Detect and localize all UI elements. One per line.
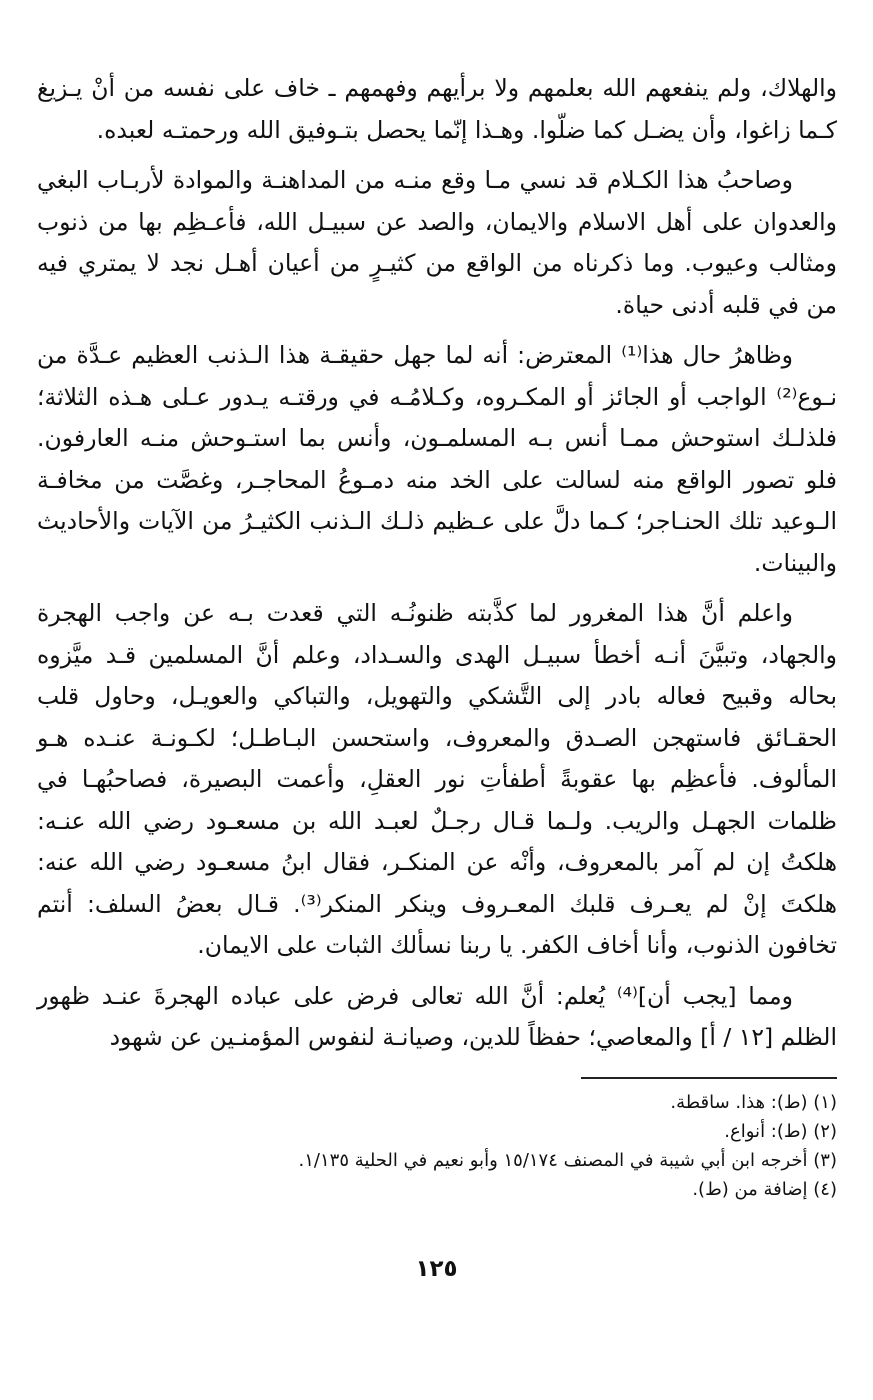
footnote-3: (٣) أخرجه ابن أبي شيبة في المصنف ١٥/١٧٤ وأبو نعيم في الحلية ١/١٣٥.: [298, 1150, 837, 1171]
footnotes: [37, 1088, 837, 1204]
footnote-1: (١) (ط): هذا. ساقطة.: [670, 1092, 837, 1113]
paragraph-3: وظاهرُ حال هذا⁽¹⁾ المعترض: أنه لما جهل حقيقـة هذا الـذنب العظيم عـدَّة من نـوع⁽²⁾ الواجب أو الجائز أو المكـروه، وكـلامُـه في ورقتـه يـدور عـلى هـذه الثلاثة؛ فلذلـك استوحش ممـا أنس بـه المسلمـون، وأنس بما استـوحش منـه العارفون. فلو تصور الواقع منه لسالت على الخد منه دمـوعُ المحاجـر، وغصَّت من مخافـة الـوعيد تلك الحنـاجر؛ كـما دلَّ على عـظيم ذلـك الـذنب الكثيـرُ من الآيات والأحاديث والبينات.: [37, 341, 837, 577]
paragraph-4: واعلم أنَّ هذا المغرور لما كذَّبته ظنونُـه التي قعدت بـه عن واجب الهجرة والجهاد، وتبيَّنَ أنـه أخطأ سبيـل الهدى والسـداد، وعلم أنَّ المسلمين قـد ميَّزوه بحاله وقبيح فعاله بادر إلى التَّشكي والتهويل، والتباكي والعويـل، وحاول قلب الحقـائق فاستهجن الصـدق والمعروف، واستحسن البـاطـل؛ لكـونـة عنـده هـو المألوف. فأعظِم بها عقوبةً أطفأتِ نور العقلِ، وأعمت البصيرة، فصاحبُهـا في ظلمات الجهـل والريب. ولـما قـال رجـلٌ لعبـد الله بن مسعـود رضي الله عنـه: هلكتُ إن لم آمر بالمعروف، وأنْه عن المنكـر، فقال ابنُ مسعـود رضي الله عنه: هلكتَ إنْ لم يعـرف قلبك المعـروف وينكر المنكر⁽³⁾. قـال بعضُ السلف: أنتم تخافون الذنوب، وأنا أخاف الكفر. يا ربنا نسألك الثبات على الايمان.: [37, 599, 838, 959]
footnote-4: (٤) إضافة من (ط).: [692, 1179, 837, 1200]
paragraph-1: والهلاك، ولم ينفعهم الله بعلمهم ولا برأيهم وفهمهم ـ خاف على نفسه من أنْ يـزيغ كـما زاغوا، وأن يضـل كما ضلّوا. وهـذا إنّما يحصل بتـوفيق الله ورحمتـه لعبده.: [37, 74, 837, 144]
paragraph-2: وصاحبُ هذا الكـلام قد نسي مـا وقع منـه من المداهنـة والموادة لأربـاب البغي والعدوان على أهل الاسلام والايمان، والصد عن سبيـل الله، فأعـظِم بها من ذنوب ومثالب وعيوب. وما ذكرناه من الواقع من كثيـرٍ من أعيان أهـل نجد لا يمتري فيه من في قلبه أدنى حياة.: [37, 166, 837, 319]
page-number: ١٢٥: [415, 1256, 458, 1282]
paragraph-5: ومما [يجب أن]⁽⁴⁾ يُعلم: أنَّ الله تعالى فرض على عباده الهجرةَ عنـد ظهور الظلم [١٢ / أ] والمعاصي؛ حفظاً للدين، وصيانـة لنفوس المؤمنـين عن شهود: [37, 981, 837, 1051]
footnote-2: (٢) (ط): أنواع.: [724, 1121, 837, 1142]
footnote-separator: [37, 1077, 837, 1081]
page-body: [37, 68, 837, 1059]
main-text: [37, 68, 837, 1059]
footnote-rule: [581, 1077, 837, 1079]
